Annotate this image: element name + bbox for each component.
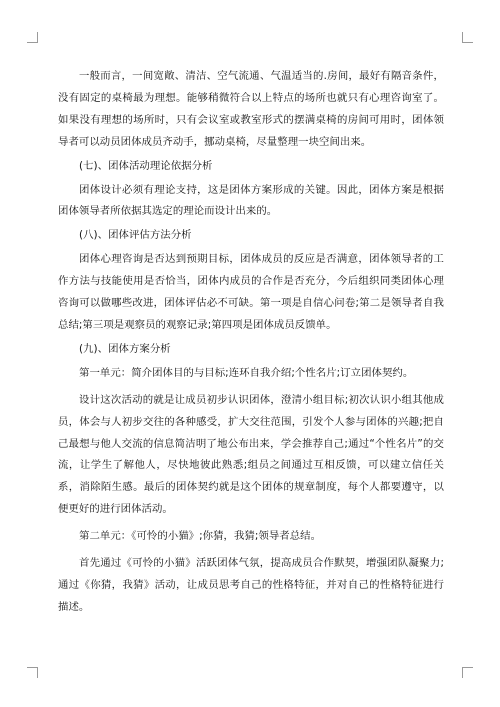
crop-mark-bottom-right <box>462 667 473 678</box>
document-body <box>58 66 444 619</box>
paragraph-theory: 团体设计必须有理论支持，这是团体方案形成的关键。因此，团体方案是根据团体领导者所依据其选定的理论而设计出来的。 <box>58 183 444 218</box>
heading-section-8: (八)、团体评估方法分析 <box>79 229 192 242</box>
crop-mark-top-right <box>462 32 473 43</box>
heading-section-9: (九)、团体方案分析 <box>79 342 171 355</box>
paragraph-unit-2-detail: 首先通过《可怜的小猫》活跃团体气氛，提高成员合作默契，增强团队凝聚力;通过《你猜，我猜》活动，让成员思考自己的性格特征，并对自己的性格特征进行描述。 <box>58 557 444 613</box>
paragraph-evaluation: 团体心理咨询是否达到预期目标，团体成员的反应是否满意，团体领导者的工作方法与技能使用是否恰当，团体内成员的合作是否充分，今后组织同类团体心理咨询可以做哪些改进，团体评估必不可缺。第一项是自信心问卷;第二是领导者自我总结;第三项是观察员的观察记录;第四项是团体成员反馈单。 <box>58 253 444 331</box>
crop-mark-bottom-left <box>27 667 38 678</box>
paragraph-unit-1: 第一单元：简介团体目的与目标;连环自我介绍;个性名片;订立团体契约。 <box>79 366 414 379</box>
heading-section-7: (七)、团体活动理论依据分析 <box>79 159 213 172</box>
paragraph-unit-2: 第二单元：《可怜的小猫》;你猜，我猜;领导者总结。 <box>79 530 322 543</box>
crop-mark-top-left <box>27 32 38 43</box>
paragraph-unit-1-detail: 设计这次活动的就是让成员初步认识团体，澄清小组目标;初次认识小组其他成员，体会与人初步交往的各种感受，扩大交往范围，引发个人参与团体的兴趣;把自己最想与他人交流的信息简洁明了地公布出来，学会推荐自己;通过“个性名片”的交流，让学生了解他人，尽快地彼此熟悉;组员之间通过互相反馈，可以建立信任关系，消除陌生感。最后的团体契约就是这个团体的规章制度，每个人都要遵守，以便更好的进行团体活动。 <box>58 393 444 516</box>
paragraph-venue: 一般而言，一间宽敞、清洁、空气流通、气温适当的.房间，最好有隔音条件，没有固定的桌椅最为理想。能够稍微符合以上特点的场所也就只有心理咨询室了。如果没有理想的场所时，只有会议室或教室形式的摆满桌椅的房间可用时，团体领导者可以动员团体成员齐动手，挪动桌椅，尽量整理一块空间出来。 <box>58 70 444 148</box>
